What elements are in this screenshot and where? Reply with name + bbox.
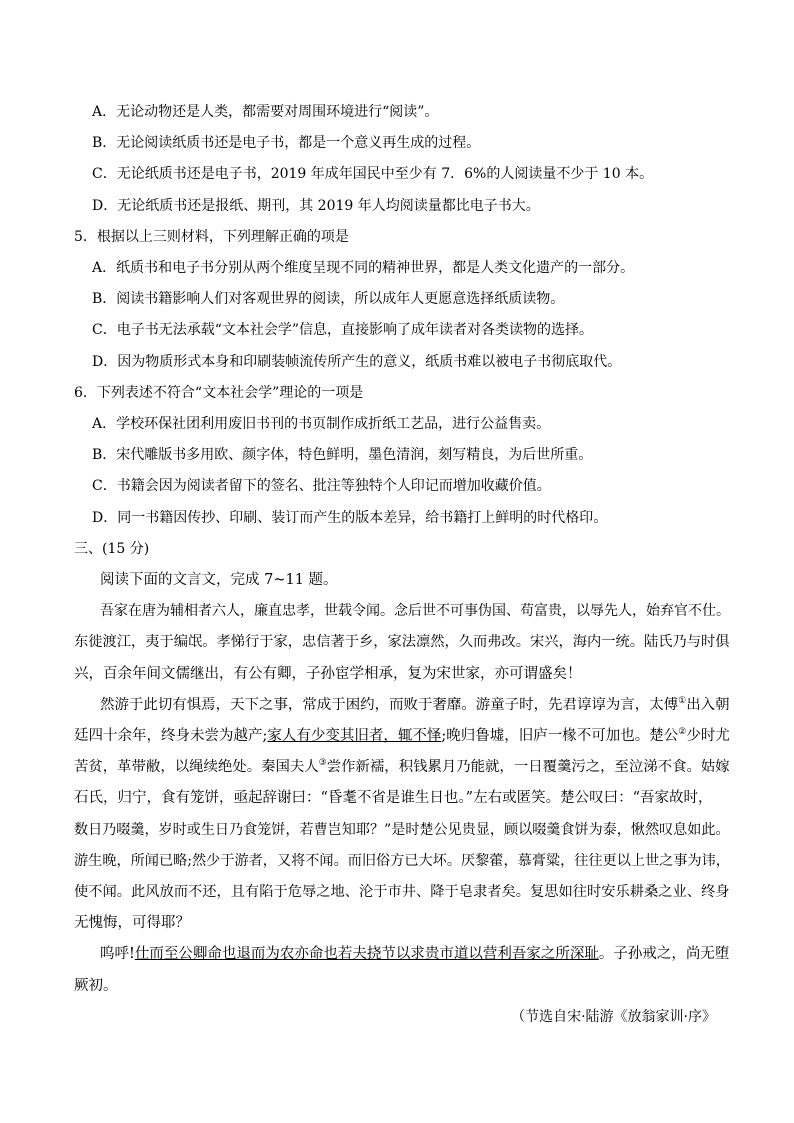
q6-option-c: C．书籍会因为阅读者留下的签名、批注等独特个人印记而增加收藏价值。 [92, 478, 551, 494]
q6-option-d: D．同一书籍因传抄、印刷、装订而产生的版本差异，给书籍打上鲜明的时代格印。 [92, 510, 608, 526]
reading-instruction: 阅读下面的文言文，完成 7~11 题。 [100, 572, 338, 588]
q4-option-a: A．无论动物还是人类，都需要对周围环境进行“阅读”。 [92, 104, 439, 120]
q5-option-d: D．因为物质形式本身和印刷装帧流传所产生的意义，纸质书难以被电子书彻底取代。 [92, 354, 622, 370]
p2-l3-text-a: 苦贫，革带敝，以绳续绝处。秦国夫人 [74, 759, 319, 775]
passage-p1-line1: 吾家在唐为辅相者六人，廉直忠孝，世载令闻。念后世不可事伪国、苟富贵，以辱先人，始弃官不仕。 [100, 603, 730, 619]
q4-option-c: C．无论纸质书还是电子书，2019 年成年国民中至少有 7．6%的人阅读量不少于 10 本。 [92, 166, 654, 182]
underlined-sentence-2: 仕而至公卿命也退而为农亦命也若夫挠节以求贵市道以营利吾家之所深耻 [134, 946, 599, 962]
passage-p2-line5: 数日乃啜羹，岁时或生日乃食笼饼，若曹岂知耶？”是时楚公见贵显，顾以啜羹食饼为泰，愀然叹息如此。 [74, 822, 730, 838]
q5-option-c: C．电子书无法承载“文本社会学”信息，直接影响了成年读者对各类读物的选择。 [92, 322, 594, 338]
footnote-marker-3: ③ [318, 758, 327, 769]
passage-p3-line1 [100, 944, 729, 964]
p2-l2-text-a: 廷四十余年，终身未尝为越产 [74, 728, 263, 744]
passage-p1-line3: 兴，百余年间文儒继出，有公有卿，子孙宦学相承，复为宋世家，亦可谓盛矣！ [74, 666, 582, 682]
p3-l1-text-a: 呜呼! [100, 946, 135, 962]
q5-option-b: B．阅读书籍影响人们对客观世界的阅读，所以成年人更愿意选择纸质读物。 [92, 291, 565, 307]
p2-l2-text-c: 少时尤 [686, 728, 730, 744]
section-header: 三、(15 分) [74, 541, 150, 557]
passage-source: （节选自宋·陆游《放翁家训·序》 [511, 1009, 716, 1025]
q4-option-b: B．无论阅读纸质书还是电子书，都是一个意义再生成的过程。 [92, 135, 481, 151]
q6-stem: 6．下列表述不符合“文本社会学”理论的一项是 [74, 385, 364, 401]
passage-p3-line2: 厥初。 [74, 978, 118, 994]
p2-l1-text-a: 然游于此切有惧焉，天下之事，常成于困约，而败于奢靡。游童子时，先君谆谆为言，太傅 [100, 697, 679, 713]
p2-l2-text-b: ;晚归鲁墟，旧庐一椽不可加也。楚公 [441, 728, 679, 744]
p2-l2-separator: ; [262, 728, 268, 744]
passage-p2-line7: 使不闻。此风放而不还，且有陷于危辱之地、沦于市井、降于皂隶者矣。复思如往时安乐耕桑之业、终身 [74, 884, 730, 900]
passage-p2-line8: 无愧悔，可得耶？ [74, 915, 190, 931]
q6-option-b: B．宋代雕版书多用欧、颜字体，特色鲜明，墨色清润，刻写精良，为后世所重。 [92, 447, 593, 463]
q4-option-d: D．无论纸质书还是报纸、期刊，其 2019 年人均阅读量都比电子书大。 [92, 198, 540, 214]
passage-p2-line6: 游生晚，所闻已略;然少于游者，又将不闻。而旧俗方已大坏。厌黎藿，慕膏粱，往往更以上世之事为讳， [74, 853, 730, 869]
underlined-sentence-1: 家人有少变其旧者，辄不怿 [267, 728, 442, 744]
passage-p2-line2 [74, 726, 730, 746]
passage-p1-line2: 东徙渡江，夷于编氓。孝悌行于家，忠信著于乡，家法凛然，久而弗改。宋兴，海内一统。陆氏乃与时俱 [74, 634, 730, 650]
p2-l3-text-b: 尝作新襦，积钱累月乃能就，一日覆羹污之，至泣涕不食。姑嫁 [326, 759, 730, 775]
passage-p2-line1 [100, 695, 730, 715]
passage-p2-line3 [74, 757, 730, 777]
q5-option-a: A．纸质书和电子书分别从两个维度呈现不同的精神世界，都是人类文化遗产的一部分。 [92, 260, 635, 276]
p2-l1-text-b: 出入朝 [686, 697, 730, 713]
p3-l1-text-b: 。子孙戒之，尚无堕 [598, 946, 730, 962]
footnote-marker-1: ① [678, 696, 687, 707]
q5-stem: 5．根据以上三则材料，下列理解正确的项是 [74, 229, 349, 245]
passage-p2-line4: 石氏，归宁，食有笼饼，亟起辞谢曰：“昏耄不省是谁生日也。”左右或匿笑。楚公叹曰：“吾家故时， [74, 790, 713, 806]
q6-option-a: A．学校环保社团利用废旧书刊的书页制作成折纸工艺品，进行公益售卖。 [92, 416, 551, 432]
footnote-marker-2: ② [678, 727, 687, 738]
